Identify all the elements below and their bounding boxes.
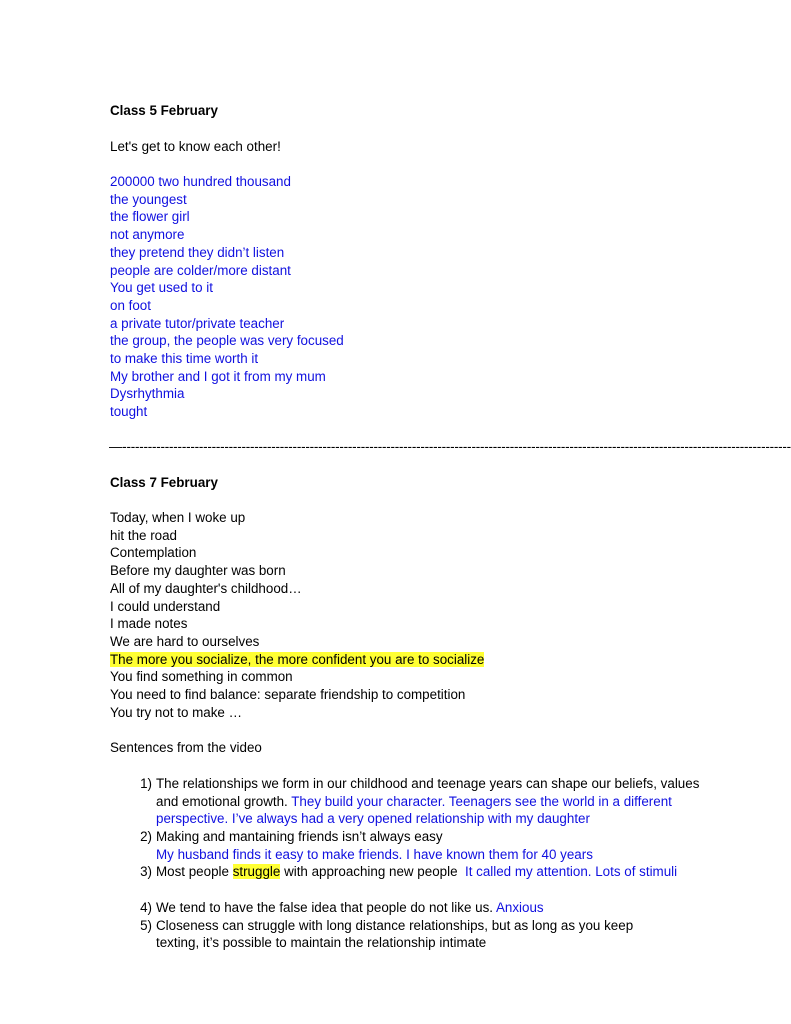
phrase-item: to make this time worth it (110, 351, 259, 366)
list-item (156, 863, 701, 881)
list-item (156, 775, 701, 828)
sentence-text: We tend to have the false idea that people do not like us. (156, 899, 493, 915)
phrase-item: I made notes (110, 616, 188, 632)
class-7-title: Class 7 February (110, 475, 218, 490)
sentence-note: My husband finds it easy to make friends. I have known them for 40 years (156, 846, 593, 862)
phrase-item: the flower girl (110, 209, 190, 225)
phrase-item: Today, when I woke up (110, 510, 246, 525)
phrase-item: Before my daughter was born (110, 563, 286, 579)
phrase-item: on foot (110, 297, 151, 313)
sentence-text: The relationships we form in our childhood and teenage years can shape our beliefs, values and emotional growth. (156, 776, 700, 809)
phrase-item: You get used to it (110, 280, 213, 296)
list-item (156, 899, 701, 917)
phrase-item: people are colder/more distant (110, 262, 291, 278)
list-number: 1) (140, 776, 152, 791)
list-number: 5) (140, 917, 152, 933)
phrase-item: the group, the people was very focused (110, 333, 344, 349)
phrase-item: tought (110, 404, 148, 420)
phrase-item: not anymore (110, 227, 185, 243)
phrase-item: a private tutor/private teacher (110, 315, 285, 331)
phrase-item: You try not to make … (110, 704, 242, 720)
sentence-note: They build your character. Teenagers see the world in a different perspective. I’ve always had a very opened relationship with my daughter (156, 793, 672, 827)
highlight-word: struggle (232, 864, 281, 880)
phrase-item: they pretend they didn’t listen (110, 244, 285, 260)
phrase-item: hit the road (110, 527, 177, 543)
phrase-item-highlighted (110, 651, 484, 669)
sentence-text: Making and mantaining friends isn’t always easy (156, 829, 443, 844)
list-number: 3) (140, 864, 152, 880)
phrase-item: the youngest (110, 191, 187, 207)
phrase-item: Dysrhythmia (110, 386, 185, 402)
class-5-intro: Let's get to know each other! (110, 139, 281, 154)
highlight-text: The more you socialize, the more confident you are to socialize (110, 651, 485, 667)
video-heading: Sentences from the video (110, 740, 262, 755)
phrase-item: You find something in common (110, 669, 293, 685)
phrase-item: All of my daughter's childhood… (110, 580, 302, 596)
phrase-item: We are hard to ourselves (110, 633, 260, 649)
list-item (156, 828, 701, 863)
sentence-text-pre: Most people (156, 864, 229, 880)
phrase-item: I could understand (110, 598, 221, 614)
phrase-item: 200000 two hundred thousand (110, 174, 291, 189)
sentence-text: Closeness can struggle with long distance relationships, but as long as you keep texting, it’s possible to maintain the relationship intimate (156, 917, 634, 951)
phrase-item: Contemplation (110, 545, 197, 561)
list-item (156, 917, 676, 952)
section-separator: —------------------------------------------------------------------------------------------------------------------------------------------------------------- (109, 439, 791, 454)
list-number: 4) (140, 899, 152, 915)
class-5-title: Class 5 February (110, 103, 218, 118)
phrase-item: My brother and I got it from my mum (110, 368, 326, 384)
sentence-note: It called my attention. Lots of stimuli (464, 864, 678, 880)
list-number: 2) (140, 829, 152, 844)
phrase-item: You need to find balance: separate friendship to competition (110, 687, 466, 702)
sentence-text: with approaching new people (284, 864, 458, 880)
sentence-note: Anxious (495, 899, 544, 915)
